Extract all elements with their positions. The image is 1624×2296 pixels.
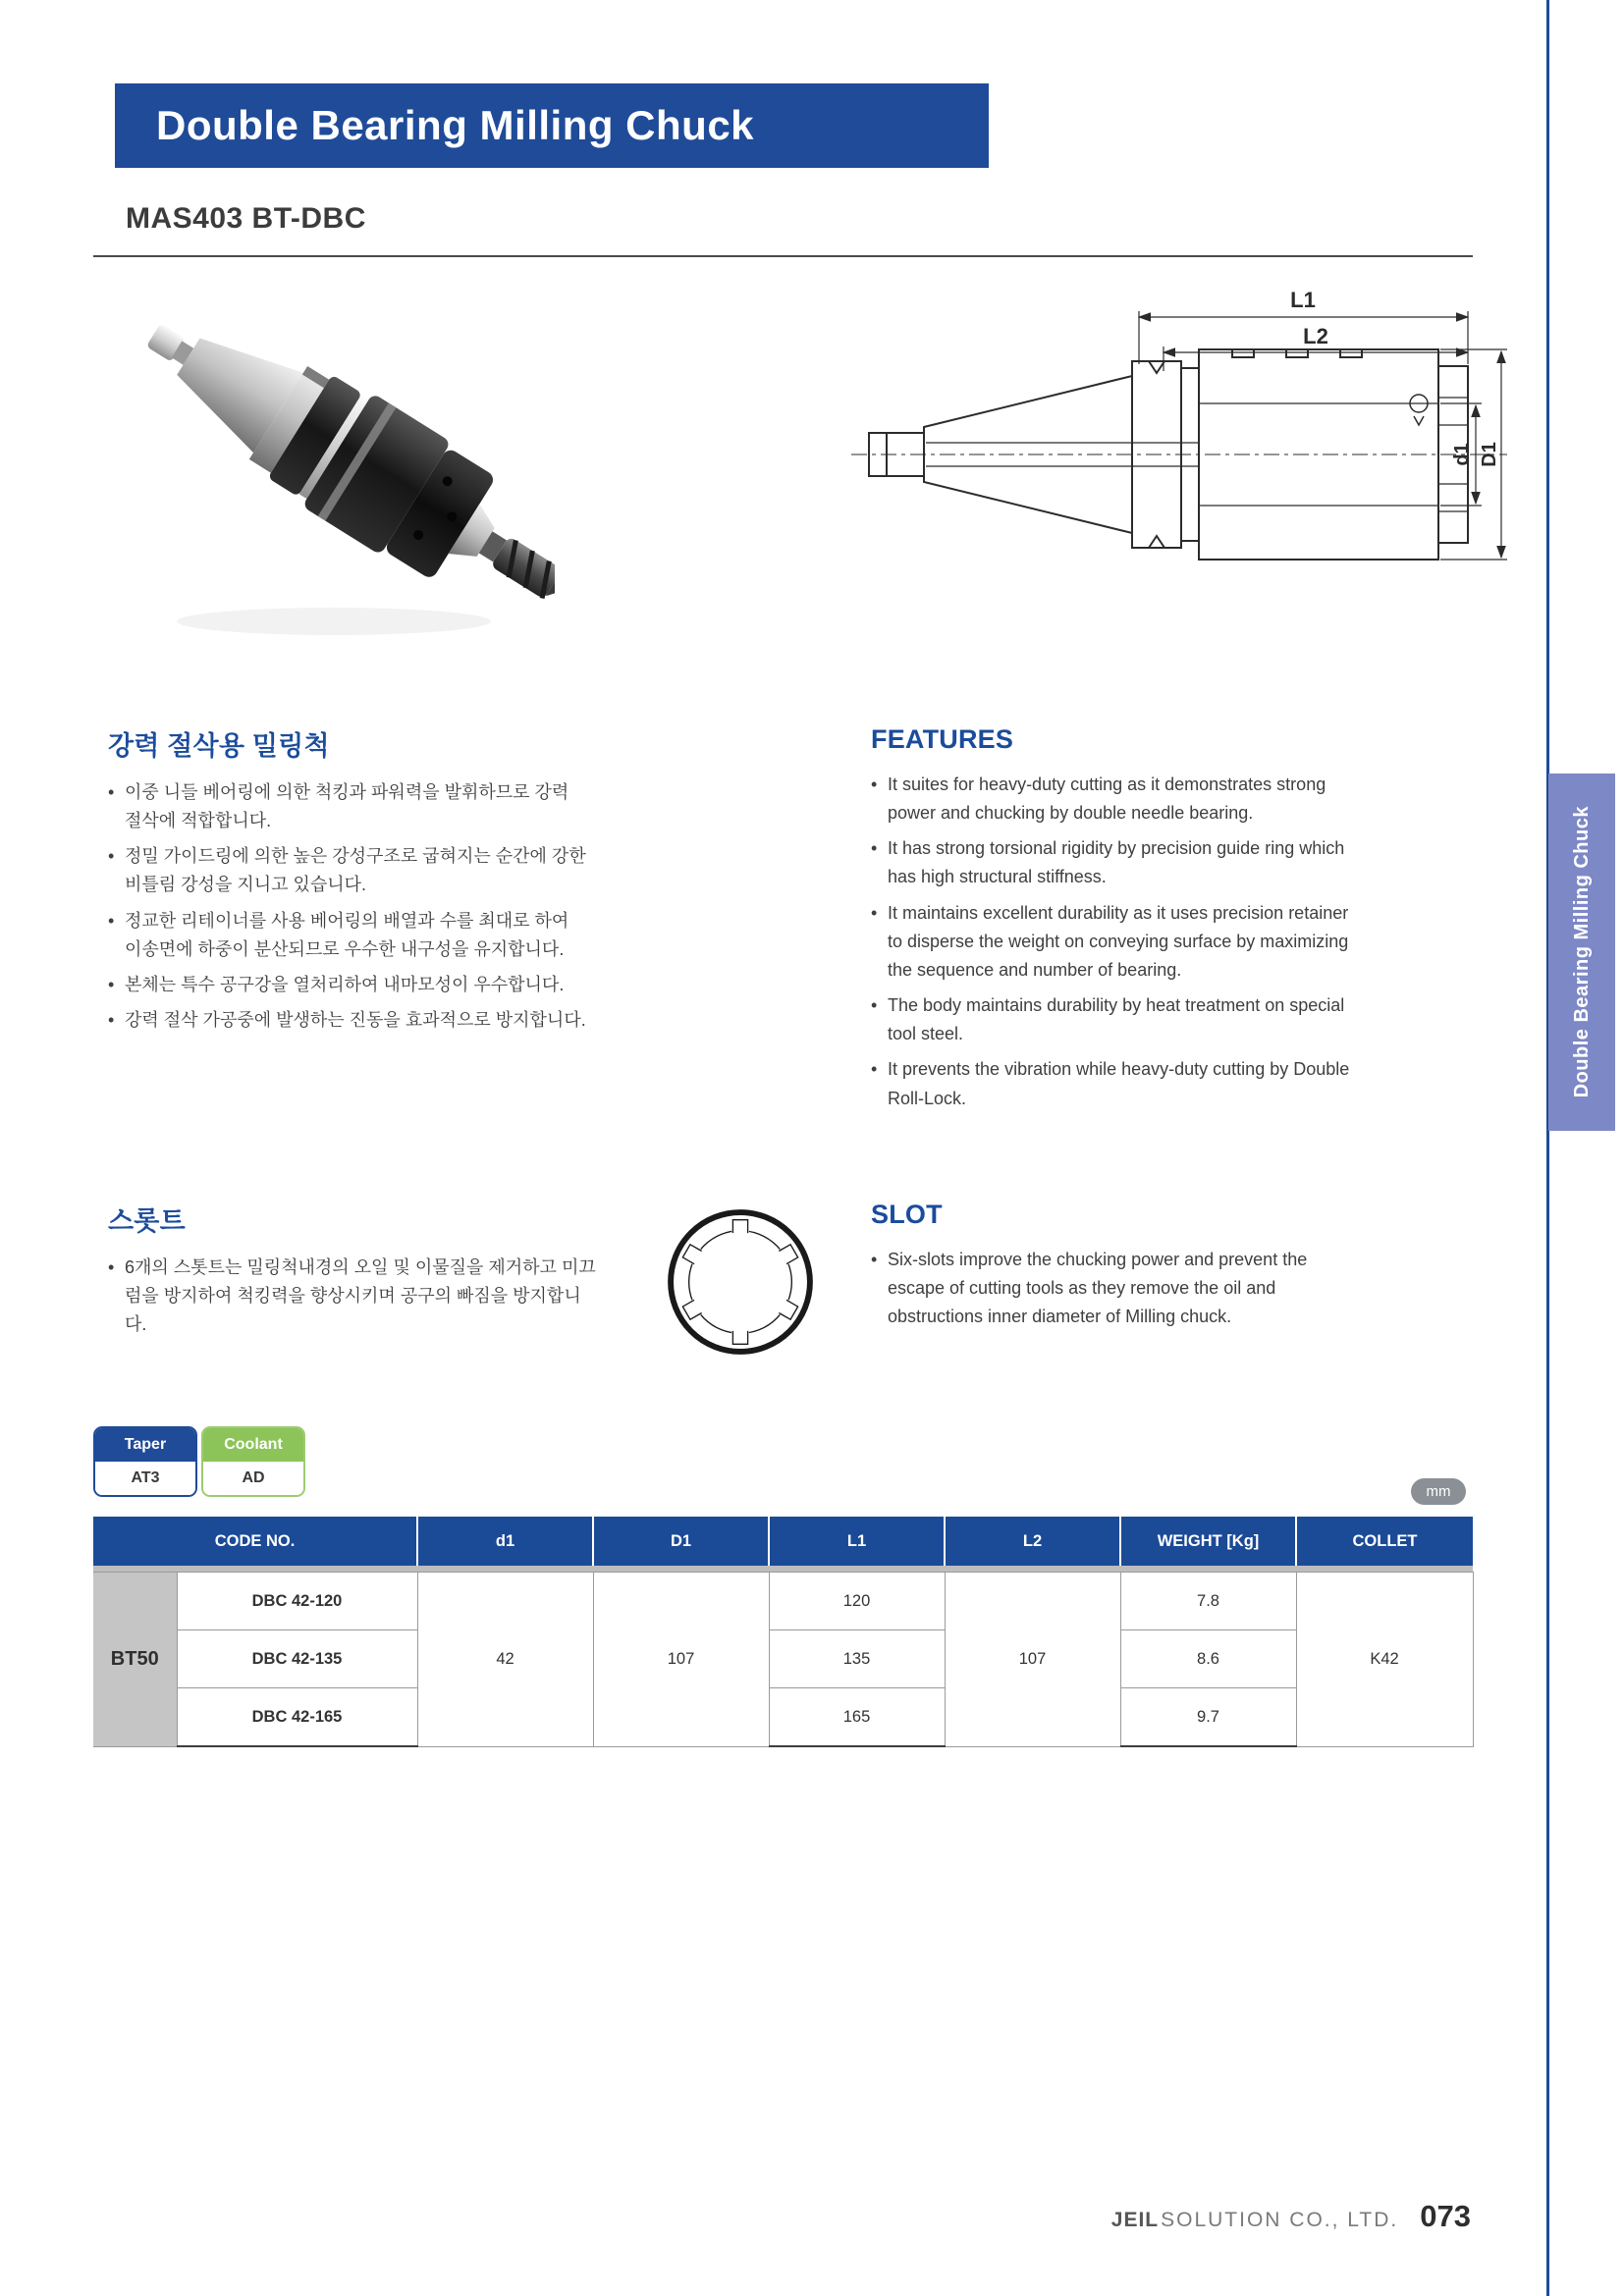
coolant-badge-value: AD — [203, 1462, 303, 1495]
cell-D1: 107 — [593, 1573, 769, 1747]
list-item: • 6개의 스톳트는 밀링척내경의 오일 및 이물질을 제거하고 미끄럼을 방지하여 척킹력을 향상시키며 공구의 빠짐을 방지합니다. — [108, 1254, 599, 1339]
cell-weight: 8.6 — [1120, 1630, 1296, 1688]
right-edge-rule — [1546, 0, 1549, 2296]
header-divider — [93, 255, 1473, 257]
page-title: Double Bearing Milling Chuck — [156, 102, 755, 148]
dim-label-D1: D1 — [1479, 442, 1500, 467]
cell-L1: 120 — [769, 1573, 945, 1630]
photo-shadow — [177, 608, 491, 635]
list-item: • 강력 절삭 가공중에 발생하는 진동을 효과적으로 방지합니다. — [108, 1006, 587, 1035]
milling-chuck-body — [118, 278, 555, 647]
col-header-L1: L1 — [769, 1517, 945, 1566]
company-name-bold: JEIL — [1110, 2209, 1160, 2231]
taper-badge — [93, 1426, 197, 1497]
slot-list — [871, 1246, 1421, 1331]
drawing-outline — [851, 349, 1507, 560]
sidebar-section-tab[interactable] — [1548, 774, 1615, 1131]
list-item: • 정밀 가이드링에 의한 높은 강성구조로 굽혀지는 순간에 강한 비틀림 강성을 지니고 있습니다. — [108, 842, 587, 899]
dim-label-l2: L2 — [1303, 324, 1328, 348]
section-heading-slot: SLOT — [871, 1200, 943, 1229]
taper-badge-value: AT3 — [95, 1462, 195, 1495]
section-korean-slot — [108, 1200, 599, 1346]
cell-d1: 42 — [417, 1573, 593, 1747]
spec-table-wrapper — [93, 1517, 1474, 1747]
table-header-row — [93, 1517, 1473, 1566]
cell-group: BT50 — [93, 1573, 177, 1747]
list-item: • 본체는 특수 공구강을 열처리하여 내마모성이 우수합니다. — [108, 971, 587, 999]
section-features — [871, 724, 1421, 1120]
col-header-D1: D1 — [593, 1517, 769, 1566]
cell-L1: 165 — [769, 1688, 945, 1747]
page-number: 073 — [1420, 2199, 1471, 2233]
coolant-badge-label: Coolant — [203, 1428, 303, 1462]
table-row — [93, 1688, 1473, 1747]
technical-drawing — [839, 277, 1517, 622]
cell-code: DBC 42-120 — [177, 1573, 417, 1630]
company-name — [1111, 2209, 1399, 2232]
company-name-rest: SOLUTION CO., LTD. — [1161, 2209, 1399, 2231]
sidebar-tab-label: Double Bearing Milling Chuck — [1570, 806, 1593, 1098]
list-item: • It prevents the vibration while heavy-duty cutting by Double Roll-Lock. — [871, 1055, 1359, 1112]
cell-weight: 9.7 — [1120, 1688, 1296, 1747]
col-header-d1: d1 — [417, 1517, 593, 1566]
unit-badge: mm — [1411, 1478, 1466, 1505]
section-heading-features: FEATURES — [871, 724, 1014, 754]
dim-label-l1: L1 — [1290, 288, 1316, 312]
cell-collet: K42 — [1296, 1573, 1473, 1747]
coolant-badge — [201, 1426, 305, 1497]
section-heading-korean-slot: 스롯트 — [108, 1206, 186, 1236]
korean-features-list — [108, 778, 587, 1035]
section-slot — [871, 1200, 1421, 1338]
list-item: • 정교한 리테이너를 사용 베어링의 배열과 수를 최대로 하여 이송면에 하중이 분산되므로 우수한 내구성을 유지합니다. — [108, 907, 587, 964]
list-item: • It suites for heavy-duty cutting as it demonstrates strong power and chucking by double needle bearing. — [871, 771, 1359, 828]
section-heading-korean-features: 강력 절삭용 밀링척 — [108, 731, 330, 761]
cell-weight: 7.8 — [1120, 1573, 1296, 1630]
col-header-collet: COLLET — [1296, 1517, 1473, 1566]
features-list — [871, 771, 1421, 1113]
product-photo — [103, 260, 555, 653]
table-row — [93, 1573, 1473, 1630]
list-item: • It has strong torsional rigidity by precision guide ring which has high structural stiffness. — [871, 834, 1359, 891]
cell-code: DBC 42-165 — [177, 1688, 417, 1747]
col-header-L2: L2 — [945, 1517, 1120, 1566]
list-item: • 이중 니들 베어링에 의한 척킹과 파워력을 발휘하므로 강력 절삭에 적합합니다. — [108, 778, 587, 835]
taper-badge-label: Taper — [95, 1428, 195, 1462]
page-title-bar — [115, 83, 989, 168]
spec-table — [93, 1517, 1474, 1747]
model-subtitle: MAS403 BT-DBC — [126, 202, 366, 235]
slot-diagram — [666, 1207, 815, 1357]
dim-label-d1: d1 — [1451, 443, 1473, 466]
cell-code: DBC 42-135 — [177, 1630, 417, 1688]
col-header-code: CODE NO. — [93, 1517, 417, 1566]
korean-slot-list — [108, 1254, 599, 1339]
list-item: • The body maintains durability by heat treatment on special tool steel. — [871, 991, 1359, 1048]
cell-L1: 135 — [769, 1630, 945, 1688]
cell-L2: 107 — [945, 1573, 1120, 1747]
table-row — [93, 1630, 1473, 1688]
col-header-weight: WEIGHT [Kg] — [1120, 1517, 1296, 1566]
section-korean-features — [108, 724, 587, 1041]
page-footer — [1111, 2199, 1471, 2234]
list-item: • Six-slots improve the chucking power and prevent the escape of cutting tools as they remove the oil and obstructions inner diameter of Milling chuck. — [871, 1246, 1359, 1331]
list-item: • It maintains excellent durability as it uses precision retainer to disperse the weight on conveying surface by maximizing the sequence and number of bearing. — [871, 899, 1359, 985]
